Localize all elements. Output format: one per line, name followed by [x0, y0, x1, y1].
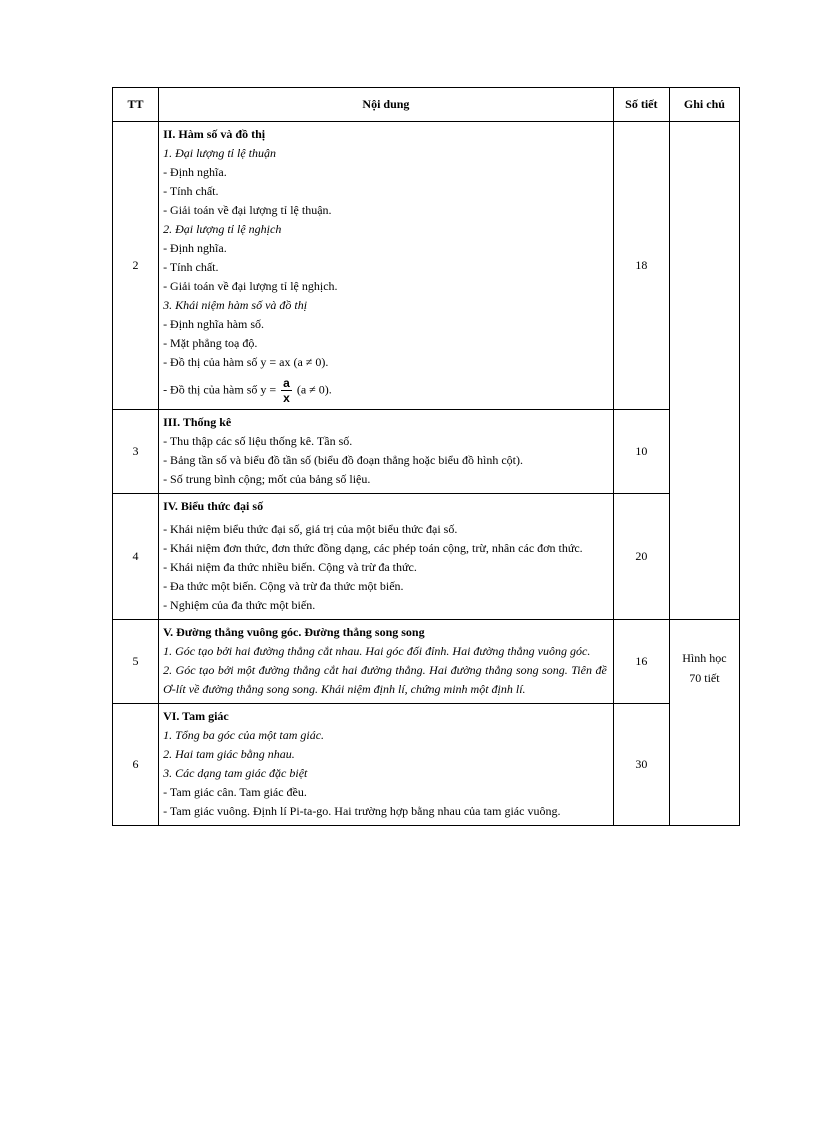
geometry-note-line1: Hình học: [682, 651, 727, 665]
content-line: - Định nghĩa.: [163, 165, 227, 179]
content-line: - Khái niệm đơn thức, đơn thức đồng dạng, các phép toán cộng, trừ, nhân các đơn thức.: [163, 541, 583, 555]
row-content: [159, 410, 614, 494]
section-title: V. Đường thẳng vuông góc. Đường thẳng song song: [163, 625, 425, 639]
row-number: 5: [113, 620, 159, 704]
row-number: 3: [113, 410, 159, 494]
geometry-note-line2: 70 tiết: [689, 671, 720, 685]
row-periods: 10: [613, 410, 669, 494]
row-content: [159, 494, 614, 620]
content-line: - Mặt phẳng toạ độ.: [163, 336, 258, 350]
fraction-line: [163, 376, 607, 405]
row-periods: 20: [613, 494, 669, 620]
content-line: - Tam giác vuông. Định lí Pi-ta-go. Hai trường hợp bằng nhau của tam giác vuông.: [163, 804, 561, 818]
row-number: 2: [113, 122, 159, 410]
content-line: 1. Góc tạo bởi hai đường thẳng cắt nhau. Hai góc đối đỉnh. Hai đường thẳng vuông góc.: [163, 644, 591, 658]
fraction-numerator: a: [283, 376, 290, 390]
header-notes: Ghi chú: [669, 88, 739, 122]
section-title: II. Hàm số và đồ thị: [163, 127, 266, 141]
row-number: 4: [113, 494, 159, 620]
subsection-title: 2. Hai tam giác bằng nhau.: [163, 747, 295, 761]
subsection-title: 2. Đại lượng tỉ lệ nghịch: [163, 222, 282, 236]
content-line: - Nghiệm của đa thức một biến.: [163, 598, 316, 612]
table-header-row: [113, 88, 740, 122]
subsection-title: 3. Khái niệm hàm số và đồ thị: [163, 298, 308, 312]
content-line: - Đồ thị của hàm số y = ax (a ≠ 0).: [163, 355, 329, 369]
content-line: - Giải toán về đại lượng tỉ lệ nghịch.: [163, 279, 338, 293]
row-periods: 18: [613, 122, 669, 410]
content-line: - Khái niệm biểu thức đại số, giá trị của một biểu thức đại số.: [163, 522, 458, 536]
row-content: [159, 620, 614, 704]
row-periods: 16: [613, 620, 669, 704]
subsection-title: 3. Các dạng tam giác đặc biệt: [163, 766, 308, 780]
content-line: - Số trung bình cộng; mốt của bảng số liệu.: [163, 472, 371, 486]
header-periods: Số tiết: [613, 88, 669, 122]
curriculum-table: [112, 87, 740, 826]
section-title: VI. Tam giác: [163, 709, 229, 723]
section-title: III. Thống kê: [163, 415, 232, 429]
fraction-prefix: - Đồ thị của hàm số y =: [163, 382, 277, 397]
content-line: - Giải toán về đại lượng tỉ lệ thuận.: [163, 203, 332, 217]
content-line: - Bảng tần số và biểu đồ tần số (biểu đồ đoạn thẳng hoặc biểu đồ hình cột).: [163, 453, 523, 467]
table-row: [113, 494, 740, 620]
content-line: - Đa thức một biến. Cộng và trừ đa thức một biến.: [163, 579, 404, 593]
header-tt: TT: [113, 88, 159, 122]
row-content: [159, 122, 614, 410]
content-line: - Tam giác cân. Tam giác đều.: [163, 785, 307, 799]
content-line: - Định nghĩa.: [163, 241, 227, 255]
row-periods: 30: [613, 704, 669, 826]
table-row: [113, 410, 740, 494]
header-content: Nội dung: [159, 88, 614, 122]
content-line: - Tính chất.: [163, 184, 219, 198]
row-content: [159, 704, 614, 826]
content-line: 2. Góc tạo bởi một đường thẳng cắt hai đường thẳng. Hai đường thẳng song song. Tiên đề Ơ-lít về đường thẳng song song. Khái niệm định lí, chứng minh một định lí.: [163, 663, 607, 696]
notes-cell-empty: [669, 122, 739, 620]
table-row: [113, 704, 740, 826]
table-row: [113, 620, 740, 704]
fraction-suffix: (a ≠ 0).: [296, 382, 332, 397]
subsection-title: 1. Đại lượng tỉ lệ thuận: [163, 146, 277, 160]
content-line: - Khái niệm đa thức nhiều biến. Cộng và trừ đa thức.: [163, 560, 417, 574]
content-line: - Tính chất.: [163, 260, 219, 274]
content-line: - Định nghĩa hàm số.: [163, 317, 265, 331]
geometry-note-cell: [669, 620, 739, 826]
fraction-denominator: x: [283, 391, 290, 405]
subsection-title: 1. Tổng ba góc của một tam giác.: [163, 728, 325, 742]
table-row: [113, 122, 740, 410]
section-title: IV. Biểu thức đại số: [163, 499, 264, 513]
fraction-a-over-x: [281, 376, 292, 405]
content-line: - Thu thập các số liệu thống kê. Tần số.: [163, 434, 353, 448]
row-number: 6: [113, 704, 159, 826]
